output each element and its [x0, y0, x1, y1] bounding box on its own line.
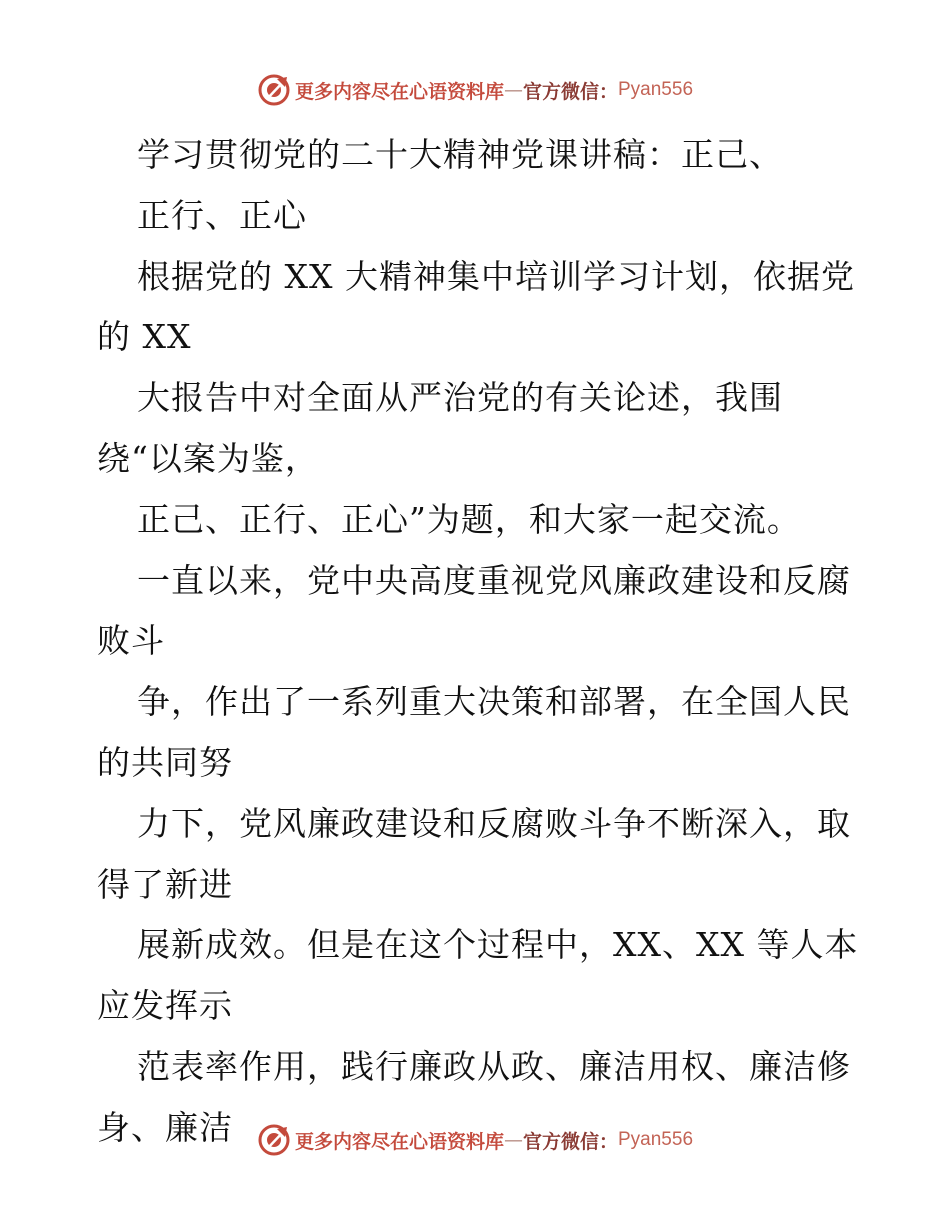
text-line-1: 学习贯彻党的二十大精神党课讲稿：正己、	[137, 135, 783, 174]
text-line-9: 败斗	[97, 621, 165, 661]
text-line-12: 力下，党风廉政建设和反腐败斗争不断深入，取	[137, 803, 851, 843]
text-line-8: 一直以来，党中央高度重视党风廉政建设和反腐	[137, 560, 851, 600]
text-line-7: 正己、正行、正心”为题，和大家一起交流。	[137, 499, 801, 539]
text-line-3: 根据党的 XX 大精神集中培训学习计划，依据党	[137, 256, 855, 296]
banner-official-label: 官方微信：	[522, 80, 618, 103]
text-line-11: 的共同努	[97, 742, 233, 782]
banner-separator: —	[503, 79, 523, 101]
document-body	[97, 125, 877, 1159]
text-line-16: 范表率作用，践行廉政从政、廉洁用权、廉洁修	[137, 1046, 851, 1086]
footer-banner	[0, 1120, 950, 1160]
header-banner	[0, 70, 950, 110]
banner-official-label: 官方微信：	[522, 1130, 618, 1153]
text-line-15: 应发挥示	[97, 986, 233, 1026]
text-line-4: 的 XX	[97, 317, 192, 357]
text-line-5: 大报告中对全面从严治党的有关论述，我围	[137, 378, 783, 418]
text-line-17: 身、廉洁	[97, 1107, 233, 1147]
banner-main-text: 更多内容尽在心语资料库	[294, 80, 504, 103]
text-line-14: 展新成效。但是在这个过程中，XX、XX 等人本	[137, 925, 859, 965]
text-line-2: 正行、正心	[137, 195, 307, 235]
brand-logo-icon	[257, 1123, 291, 1157]
text-line-13: 得了新进	[97, 864, 233, 904]
text-line-10: 争，作出了一系列重大决策和部署，在全国人民	[137, 682, 851, 722]
brand-logo-icon	[257, 73, 291, 107]
banner-wechat-id: Pyan556	[618, 79, 694, 100]
banner-wechat-id: Pyan556	[618, 1129, 694, 1150]
banner-separator: —	[503, 1129, 523, 1151]
text-line-6: 绕“以案为鉴，	[97, 438, 319, 478]
banner-main-text: 更多内容尽在心语资料库	[294, 1130, 504, 1153]
